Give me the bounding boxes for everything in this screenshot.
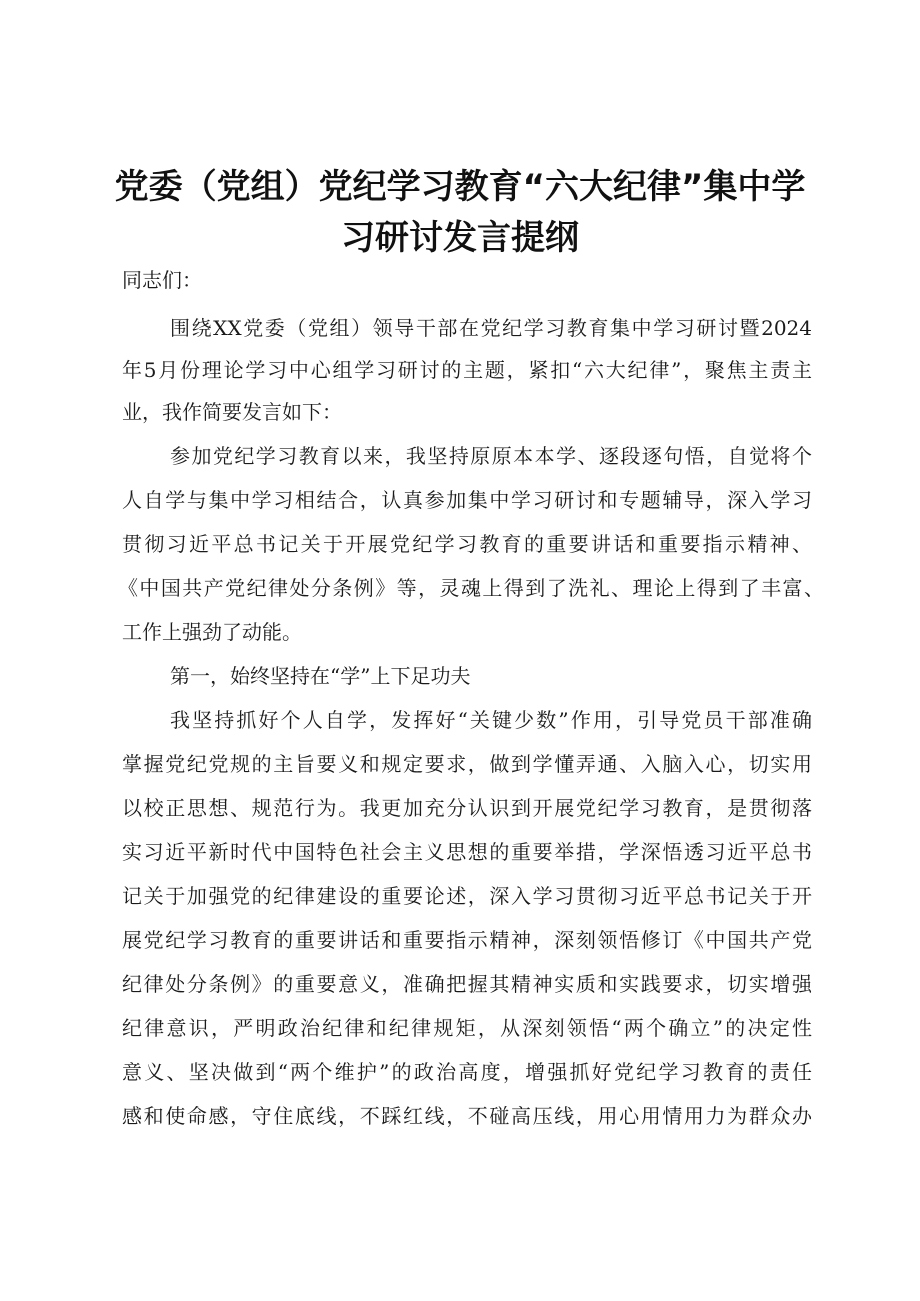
paragraph-3-line-7: 纪律处分条例》的重要意义，准确把握其精神实质和实践要求，切实增强 [122,972,812,996]
document-title-line-2: 习研讨发言提纲 [341,218,579,258]
paragraph-2-line-1: 参加党纪学习教育以来，我坚持原原本本学、逐段逐句悟，自觉将个 [170,444,812,468]
paragraph-2-line-4: 《中国共产党纪律处分条例》等，灵魂上得到了洗礼、理论上得到了丰富、 [118,576,824,600]
paragraph-3-line-1: 我坚持抓好个人自学，发挥好“关键少数”作用，引导党员干部准确 [170,708,812,732]
paragraph-2-line-5: 工作上强劲了动能。 [122,620,302,644]
paragraph-3-line-3: 以校正思想、规范行为。我更加充分认识到开展党纪学习教育，是贯彻落 [122,796,812,820]
paragraph-1-line-2: 年5月份理论学习中心组学习研讨的主题，紧扣“六大纪律”，聚焦主责主 [122,358,812,382]
paragraph-1-line-3: 业，我作简要发言如下： [122,400,342,424]
paragraph-3-line-4: 实习近平新时代中国特色社会主义思想的重要举措，学深悟透习近平总书 [122,840,812,864]
paragraph-1-line-1: 围绕XX党委（党组）领导干部在党纪学习教育集中学习研讨暨2024 [170,316,812,340]
paragraph-2-line-3: 贯彻习近平总书记关于开展党纪学习教育的重要讲话和重要指示精神、 [122,532,812,556]
paragraph-3-line-9: 意义、坚决做到“两个维护”的政治高度，增强抓好党纪学习教育的责任 [122,1060,812,1084]
salutation: 同志们： [122,268,202,292]
paragraph-3-line-6: 展党纪学习教育的重要讲话和重要指示精神，深刻领悟修订《中国共产党 [122,928,812,952]
section-heading-1: 第一，始终坚持在“学”上下足功夫 [170,664,471,688]
paragraph-3-line-2: 掌握党纪党规的主旨要义和规定要求，做到学懂弄通、入脑入心，切实用 [122,752,812,776]
paragraph-2-line-2: 人自学与集中学习相结合，认真参加集中学习研讨和专题辅导，深入学习 [122,488,812,512]
paragraph-3-line-10: 感和使命感，守住底线，不踩红线，不碰高压线，用心用情用力为群众办 [122,1104,812,1128]
paragraph-3-line-8: 纪律意识，严明政治纪律和纪律规矩，从深刻领悟“两个确立”的决定性 [122,1016,812,1040]
paragraph-3-line-5: 记关于加强党的纪律建设的重要论述，深入学习贯彻习近平总书记关于开 [122,884,812,908]
document-title-line-1: 党委（党组）党纪学习教育“六大纪律”集中学 [114,167,806,207]
